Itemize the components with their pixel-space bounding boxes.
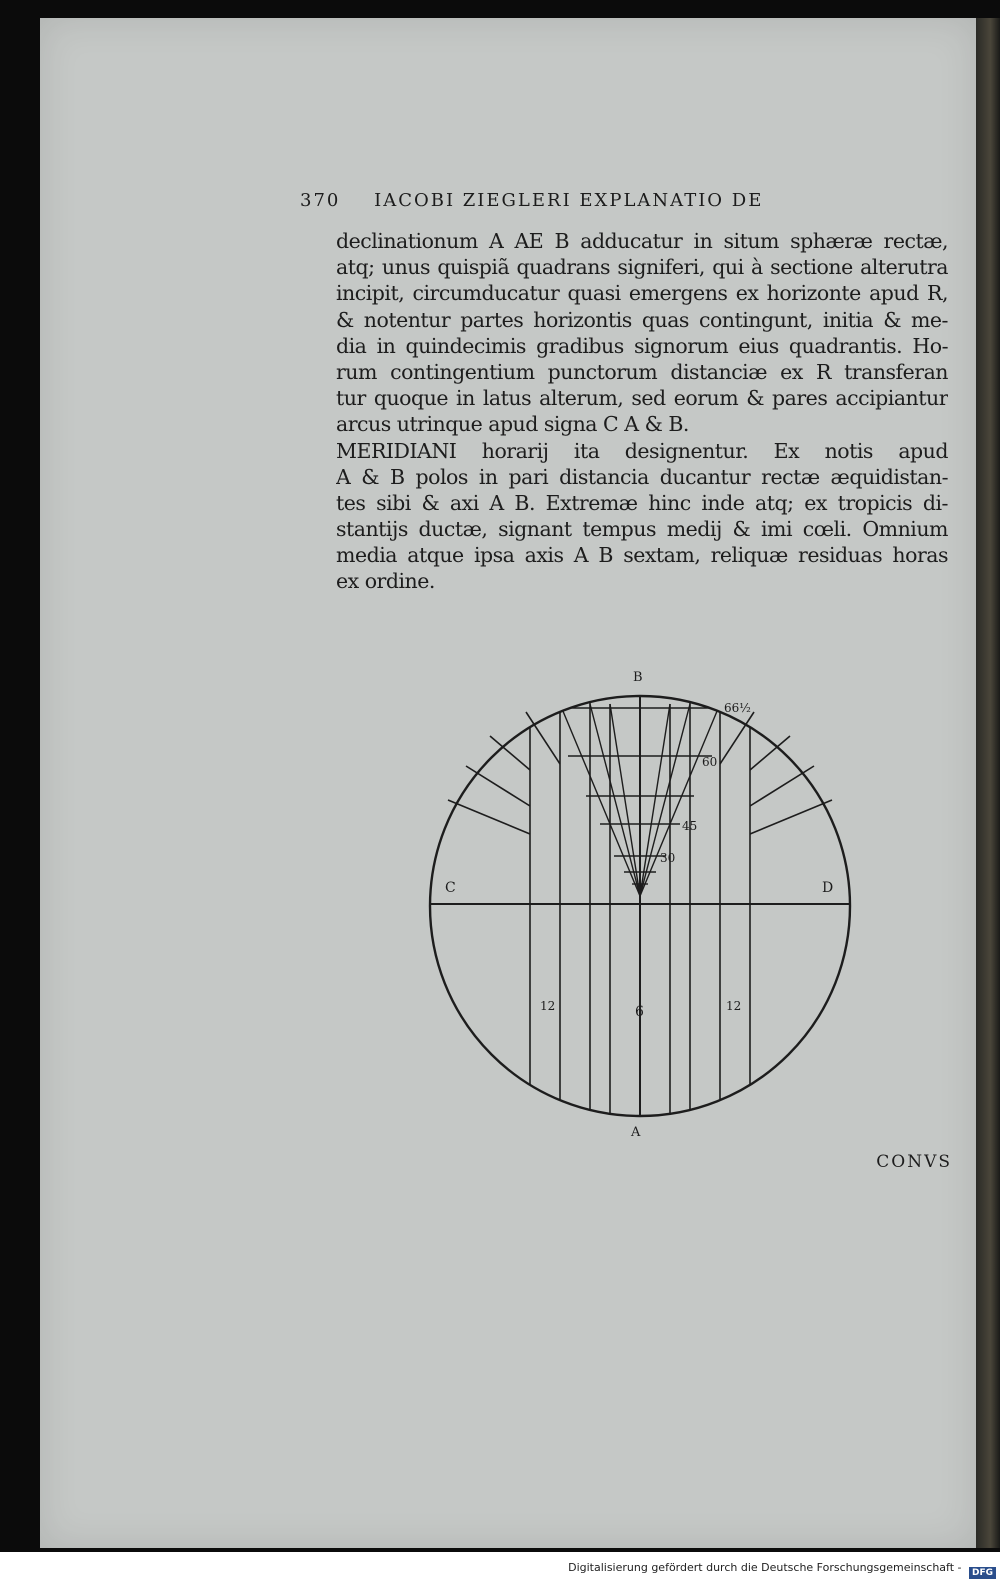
label-45: 45 (682, 819, 698, 833)
label-30: 30 (660, 851, 676, 865)
label-b: B (633, 670, 643, 685)
meridian-diagram (420, 664, 860, 1144)
text-line: incipit, circumducatur quasi emergens ex horizonte apud R, (336, 281, 948, 306)
text-line: & notentur partes horizontis quas contingunt, initia & me- (336, 307, 948, 332)
running-header (300, 190, 920, 214)
label-a: A (631, 1125, 641, 1140)
label-12-right: 12 (726, 999, 742, 1013)
text-line: arcus utrinque apud signa C A & B. (336, 412, 689, 437)
text-line: stantijs ductæ, signant tempus medij & imi cœli. Omnium (336, 517, 948, 542)
label-60: 60 (702, 755, 718, 769)
page-number: 370 (300, 190, 341, 211)
text-line: dia in quindecimis gradibus signorum eius quadrantis. Ho- (336, 333, 948, 358)
footer-text: Digitalisierung gefördert durch die Deutsche Forschungsgemeinschaft - (568, 1561, 962, 1574)
text-line: tes sibi & axi A B. Extremæ hinc inde atq; ex tropicis di- (336, 490, 948, 515)
running-title: IACOBI ZIEGLERI EXPLANATIO DE (374, 190, 764, 211)
body-text (336, 228, 948, 595)
label-12-left: 12 (540, 999, 556, 1013)
text-line: MERIDIANI horarij ita designentur. Ex notis apud (336, 438, 948, 463)
text-line: media atque ipsa axis A B sextam, reliquæ residuas horas (336, 543, 948, 568)
text-line: A & B polos in pari distancia ducantur rectæ æquidistan- (336, 464, 948, 489)
digitization-footer (0, 1552, 1000, 1581)
label-6: 6 (635, 1004, 644, 1020)
page-edge (976, 18, 1000, 1548)
text-line: rum contingentium punctorum distanciæ ex R transferan (336, 359, 948, 384)
text-line: ex ordine. (336, 569, 435, 594)
diagram-svg (420, 664, 860, 1144)
catchword: CONVS (876, 1152, 952, 1172)
label-c: C (445, 880, 456, 896)
text-line: atq; unus quispiã quadrans signiferi, qui à sectione alterutra (336, 255, 948, 280)
label-d: D (822, 880, 834, 896)
text-line: tur quoque in latus alterum, sed eorum & pares accipiantur (336, 386, 948, 411)
text-line: declinationum A AE B adducatur in situm sphæræ rectæ, (336, 229, 948, 253)
dfg-logo: DFG (969, 1567, 996, 1579)
label-66: 66½ (724, 701, 751, 715)
